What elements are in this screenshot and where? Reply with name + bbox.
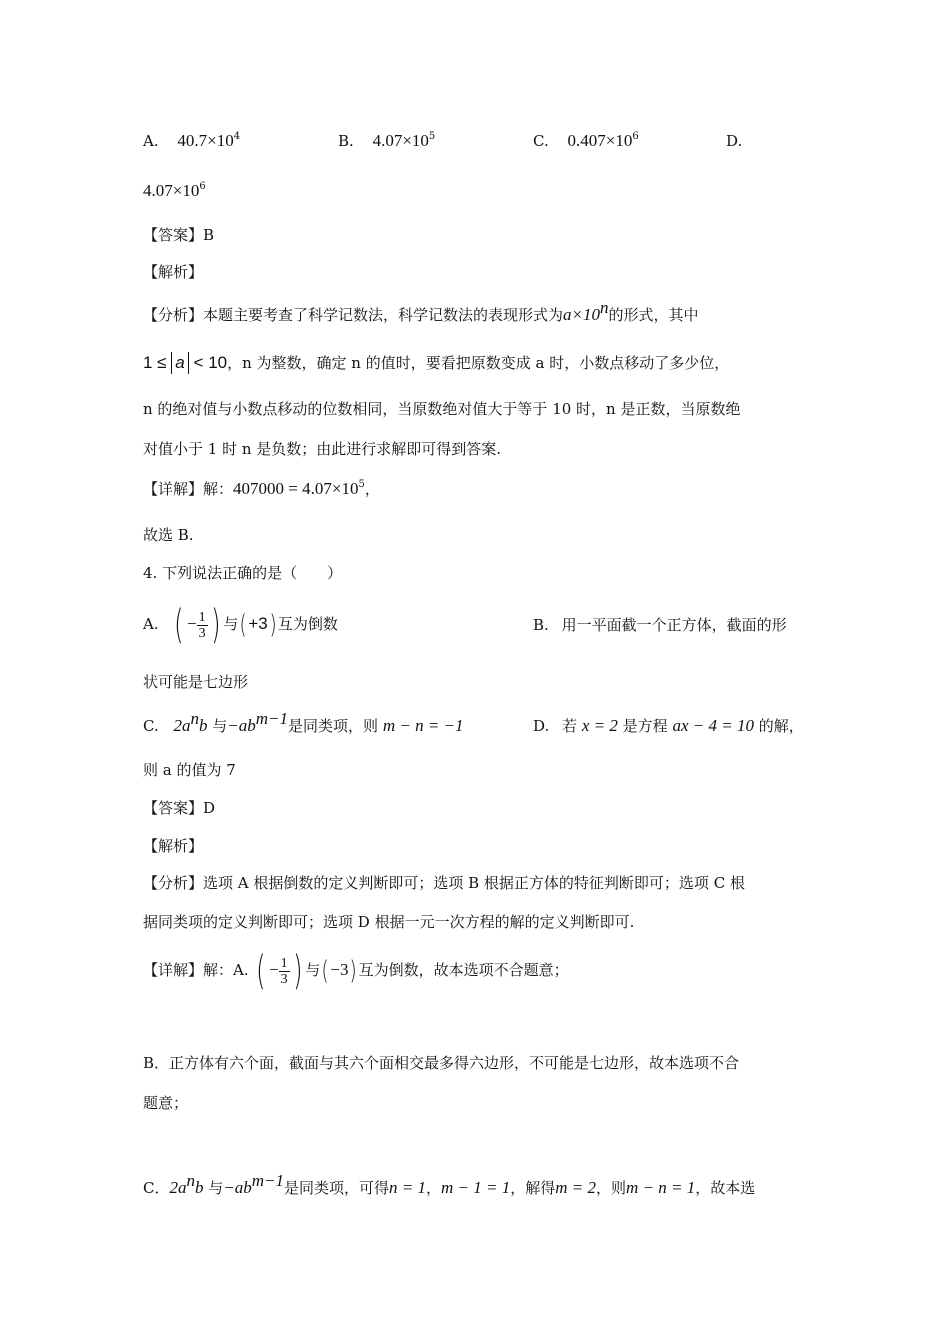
numerator: 1: [280, 955, 288, 971]
q4-option-b-cont: 状可能是七边形: [143, 673, 249, 691]
text-run: 与: [208, 1179, 224, 1197]
math-exponent: 5: [358, 479, 365, 490]
q3-jiexi: 【解析】: [143, 263, 204, 281]
math-run: m − n = 1: [626, 1178, 696, 1197]
right-paren: ): [269, 610, 277, 640]
q3-answer: 【答案】B: [143, 226, 215, 244]
option-value: 4.07×10: [143, 181, 200, 200]
numerator: 1: [198, 609, 206, 625]
q4-fenxi-line2: 据同类项的定义判断即可；选项 D 根据一元一次方程的解的定义判断即可.: [143, 913, 635, 931]
text-run: 的形式，其中: [608, 306, 699, 324]
math-run: −ab: [223, 1178, 252, 1197]
math-exponent: n: [186, 1171, 195, 1190]
q3-option-b: [338, 130, 435, 152]
math-exponent: n: [600, 298, 609, 317]
q4-jiexi: 【解析】: [143, 837, 204, 855]
text-run: ，n 为整数，确定 n 的值时，要看把原数变成 a 时，小数点移动了多少位，: [227, 354, 730, 372]
right-paren: ): [210, 602, 221, 648]
text-run: ，: [364, 480, 380, 498]
left-paren: (: [321, 956, 329, 986]
math-run: a×10: [563, 305, 600, 324]
math-run: x = 2: [581, 716, 618, 735]
left-paren: (: [174, 602, 184, 648]
left-paren: (: [239, 610, 247, 640]
text-run: 【详解】解：A.: [143, 961, 249, 979]
math-run: ax − 4 = 10: [672, 716, 754, 735]
text-run: 是方程: [622, 717, 668, 735]
q4-xiangjie-c: [143, 1171, 756, 1199]
text-run: 是同类项，可得: [284, 1179, 390, 1197]
math-run: b: [194, 1178, 204, 1197]
option-label: C.: [533, 132, 549, 150]
math-run: m − 1 = 1: [441, 1178, 511, 1197]
math-run: −: [187, 614, 197, 633]
option-exponent: 6: [632, 131, 639, 142]
option-label: C.: [143, 717, 159, 735]
option-exponent: 4: [233, 131, 241, 142]
abs-value: a: [171, 352, 188, 374]
text-run: ，解得: [510, 1179, 556, 1197]
math-run: < 10: [193, 353, 228, 372]
q4-stem: 4. 下列说法正确的是（ ）: [143, 564, 343, 582]
text-run: C．: [143, 1179, 170, 1197]
q4-option-c: [143, 709, 464, 737]
math-run: 407000 = 4.07×10: [233, 479, 359, 498]
fraction: [279, 956, 290, 987]
text-run: ，则: [596, 1179, 627, 1197]
option-value: 0.407×10: [567, 131, 633, 150]
denominator: 3: [198, 625, 206, 641]
option-label: D.: [533, 717, 550, 735]
option-value: 40.7×10: [177, 131, 234, 150]
q3-guxuan: 故选 B.: [143, 526, 194, 544]
text-run: 【详解】解：: [143, 480, 234, 498]
q4-fenxi-line1: 【分析】选项 A 根据倒数的定义判断即可；选项 B 根据正方体的特征判断即可；选项 C 根: [143, 874, 745, 892]
text-run: 用一平面截一个正方体，截面的形: [561, 616, 787, 634]
math-run: −: [269, 960, 279, 979]
option-exponent: 6: [199, 181, 206, 192]
q4-option-d-cont: 则 a 的值为 7: [143, 761, 236, 779]
q4-xiangjie-a: [143, 946, 569, 995]
text-run: ，: [426, 1179, 442, 1197]
text-run: 是同类项，则: [288, 717, 379, 735]
option-label: D.: [726, 132, 743, 150]
math-run: 2a: [169, 1178, 187, 1197]
right-paren: ): [349, 956, 358, 986]
text-run: 互为倒数，故本选项不合题意；: [358, 961, 569, 979]
text-run: 互为倒数: [277, 615, 338, 633]
option-value: 4.07×10: [372, 131, 429, 150]
math-run: 2a: [173, 716, 191, 735]
math-exponent: m−1: [251, 1171, 285, 1190]
math-run: 1 ≤: [143, 353, 167, 372]
denominator: 3: [280, 971, 288, 987]
q3-fenxi-line3: n 的绝对值与小数点移动的位数相同，当原数绝对值大于等于 10 时，n 是正数，当原数绝: [143, 400, 741, 418]
math-run: m = 2: [555, 1178, 597, 1197]
option-exponent: 5: [428, 131, 436, 142]
math-run: −ab: [227, 716, 256, 735]
math-run: b: [199, 716, 208, 735]
option-label: B.: [338, 132, 354, 150]
math-run: m − n = −1: [382, 716, 464, 735]
math-run: n = 1: [389, 1178, 427, 1197]
option-label: B.: [533, 616, 549, 634]
math-exponent: n: [190, 709, 199, 728]
right-paren: ): [292, 948, 303, 994]
q4-option-a: [143, 600, 338, 649]
q3-option-c: [533, 130, 639, 152]
q4-xiangjie-b-line2: 题意；: [143, 1094, 189, 1112]
q4-option-d: [533, 715, 804, 737]
fraction: [197, 610, 208, 641]
text-run: ，故本选: [695, 1179, 756, 1197]
math-run: −3: [330, 960, 349, 979]
left-paren: (: [256, 948, 266, 994]
text-run: 【分析】本题主要考查了科学记数法，科学记数法的表现形式为: [143, 306, 564, 324]
option-label: A.: [143, 132, 159, 150]
q3-option-d-label: [726, 130, 742, 152]
option-label: A.: [143, 615, 159, 633]
math-exponent: m−1: [255, 709, 289, 728]
text-run: 的解，: [758, 717, 804, 735]
q4-option-b: [533, 614, 787, 636]
q3-fenxi-line1: [143, 298, 699, 326]
q3-xiangjie: [143, 478, 380, 500]
q4-xiangjie-b-line1: B．正方体有六个面，截面与其六个面相交最多得六边形，不可能是七边形，故本选项不合: [143, 1054, 740, 1072]
q3-fenxi-line4: 对值小于 1 时 n 是负数；由此进行求解即可得到答案.: [143, 440, 502, 458]
q4-answer: 【答案】D: [143, 799, 216, 817]
q3-option-d-value: [143, 180, 206, 202]
q3-fenxi-line2: [143, 352, 729, 374]
text-run: 与: [212, 717, 228, 735]
text-run: 若: [562, 717, 578, 735]
text-run: 与: [223, 615, 239, 633]
q3-option-a: [143, 130, 240, 152]
text-run: 与: [305, 961, 321, 979]
math-run: +3: [248, 614, 268, 633]
